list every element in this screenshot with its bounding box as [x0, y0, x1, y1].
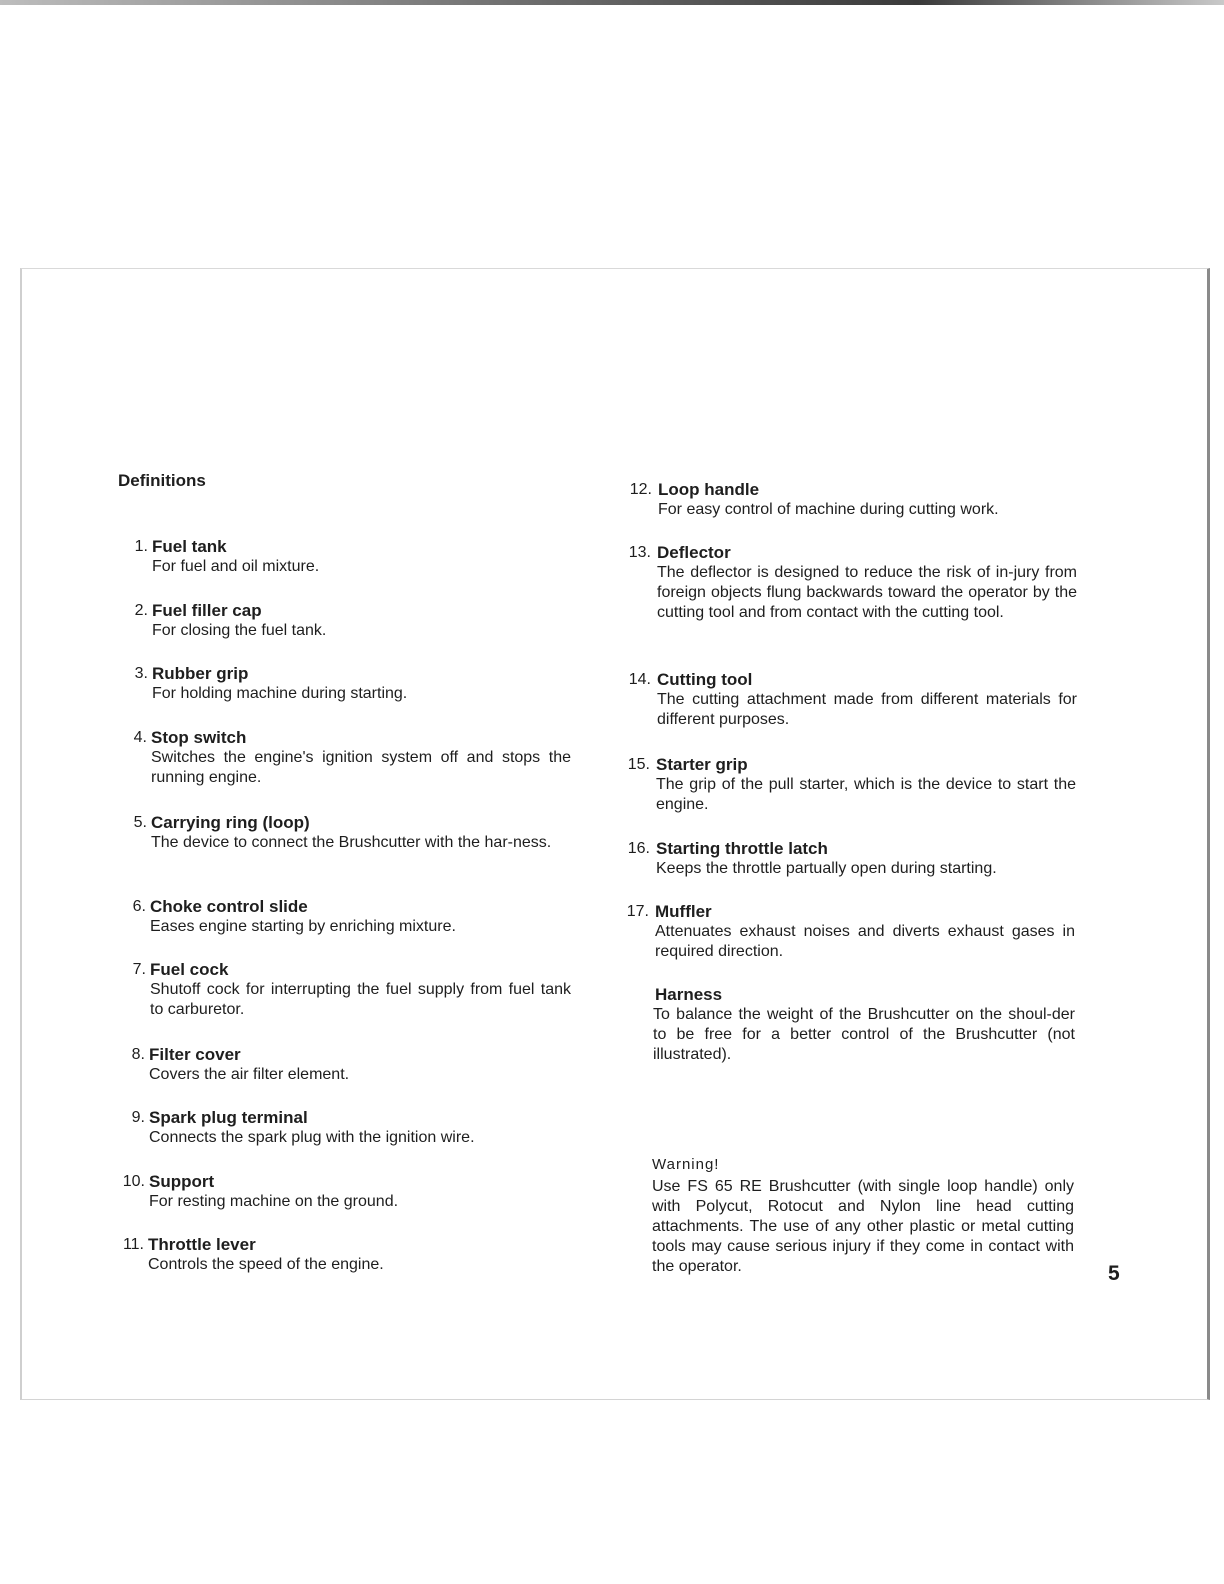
harness-description: To balance the weight of the Brushcutter on the shoul-der to be free for a better control of the Brushcutter (not illustrated).	[653, 1006, 1075, 1063]
item-term: Choke control slide	[150, 897, 308, 916]
item-number: 2.	[134, 602, 148, 619]
item-description: Keeps the throttle partually open during starting.	[656, 860, 997, 877]
definition-item	[134, 601, 572, 641]
item-number: 16.	[627, 840, 650, 857]
item-term: Throttle lever	[148, 1235, 256, 1254]
item-description: Eases engine starting by enriching mixture.	[150, 918, 456, 935]
item-description: The grip of the pull starter, which is the device to start the engine.	[656, 776, 1076, 813]
warning-body: Use FS 65 RE Brushcutter (with single loop handle) only with Polycut, Rotocut and Nylon line head cutting attachments. The use of any other plastic or metal cutting tools may cause serious injury if they come in contact with the operator.	[652, 1178, 1074, 1275]
harness-term: Harness	[655, 985, 723, 1004]
definition-item	[133, 728, 571, 788]
item-number: 12.	[629, 481, 652, 498]
item-description: The device to connect the Brushcutter with the har-ness.	[151, 834, 552, 851]
definition-item	[628, 543, 1077, 623]
item-description: For holding machine during starting.	[152, 685, 408, 702]
item-number: 10.	[122, 1173, 145, 1190]
item-number: 14.	[628, 671, 651, 688]
item-description: Attenuates exhaust noises and diverts exhaust gases in required direction.	[655, 923, 1075, 960]
definition-item	[122, 1235, 568, 1275]
definition-item	[627, 755, 1076, 815]
top-edge-rule	[0, 0, 1224, 5]
item-number: 6.	[132, 898, 146, 915]
page-number: 5	[1108, 1262, 1120, 1285]
definition-item	[627, 839, 1076, 879]
item-number: 3.	[134, 665, 148, 682]
warning-title: Warning!	[652, 1156, 720, 1173]
item-term: Starting throttle latch	[656, 839, 828, 858]
item-number: 8.	[131, 1046, 145, 1063]
item-description: Shutoff cock for interrupting the fuel supply from fuel tank to carburetor.	[150, 981, 571, 1018]
item-number: 4.	[133, 729, 147, 746]
definition-item	[134, 664, 572, 704]
item-term: Carrying ring (loop)	[151, 813, 310, 832]
item-number: 11.	[122, 1236, 144, 1253]
item-term: Starter grip	[656, 755, 748, 774]
definition-item	[131, 1108, 569, 1148]
item-number: 9.	[131, 1109, 145, 1126]
item-number: 13.	[628, 544, 651, 561]
item-description: For easy control of machine during cutting work.	[658, 501, 999, 518]
definition-item	[132, 960, 571, 1020]
item-term: Deflector	[657, 543, 731, 562]
definition-item	[133, 813, 571, 853]
item-description: Switches the engine's ignition system off and stops the running engine.	[151, 749, 571, 786]
item-term: Support	[149, 1172, 215, 1191]
item-description: Controls the speed of the engine.	[148, 1256, 384, 1273]
warning-notice	[652, 1155, 1074, 1277]
item-description: The deflector is designed to reduce the risk of in-jury from foreign objects flung backwards toward the operator by the cutting tool and from contact with the cutting tool.	[657, 564, 1077, 621]
definition-item	[628, 670, 1077, 730]
definition-item	[132, 897, 570, 937]
item-number: 1.	[134, 538, 148, 555]
section-heading: Definitions	[118, 471, 206, 490]
item-description: Covers the air filter element.	[149, 1066, 350, 1083]
item-term: Fuel filler cap	[152, 601, 262, 620]
item-term: Fuel tank	[152, 537, 227, 556]
item-number: 7.	[132, 961, 146, 978]
definition-item	[629, 480, 1078, 520]
item-number: 15.	[627, 756, 650, 773]
item-description: For closing the fuel tank.	[152, 622, 327, 639]
item-term: Fuel cock	[150, 960, 229, 979]
item-term: Spark plug terminal	[149, 1108, 308, 1127]
item-number: 17.	[626, 903, 649, 920]
item-description: For fuel and oil mixture.	[152, 558, 320, 575]
item-term: Filter cover	[149, 1045, 241, 1064]
item-description: The cutting attachment made from different materials for different purposes.	[657, 691, 1077, 728]
item-term: Cutting tool	[657, 670, 753, 689]
item-term: Stop switch	[151, 728, 247, 747]
item-description: For resting machine on the ground.	[149, 1193, 399, 1210]
item-number: 5.	[133, 814, 147, 831]
definition-item	[134, 537, 572, 577]
item-term: Muffler	[655, 902, 712, 921]
item-description: Connects the spark plug with the ignition wire.	[149, 1129, 475, 1146]
definition-item	[131, 1045, 569, 1085]
item-term: Loop handle	[658, 480, 760, 499]
item-term: Rubber grip	[152, 664, 249, 683]
definition-item	[122, 1172, 569, 1212]
harness-definition	[653, 985, 1075, 1065]
definition-item	[626, 902, 1075, 962]
